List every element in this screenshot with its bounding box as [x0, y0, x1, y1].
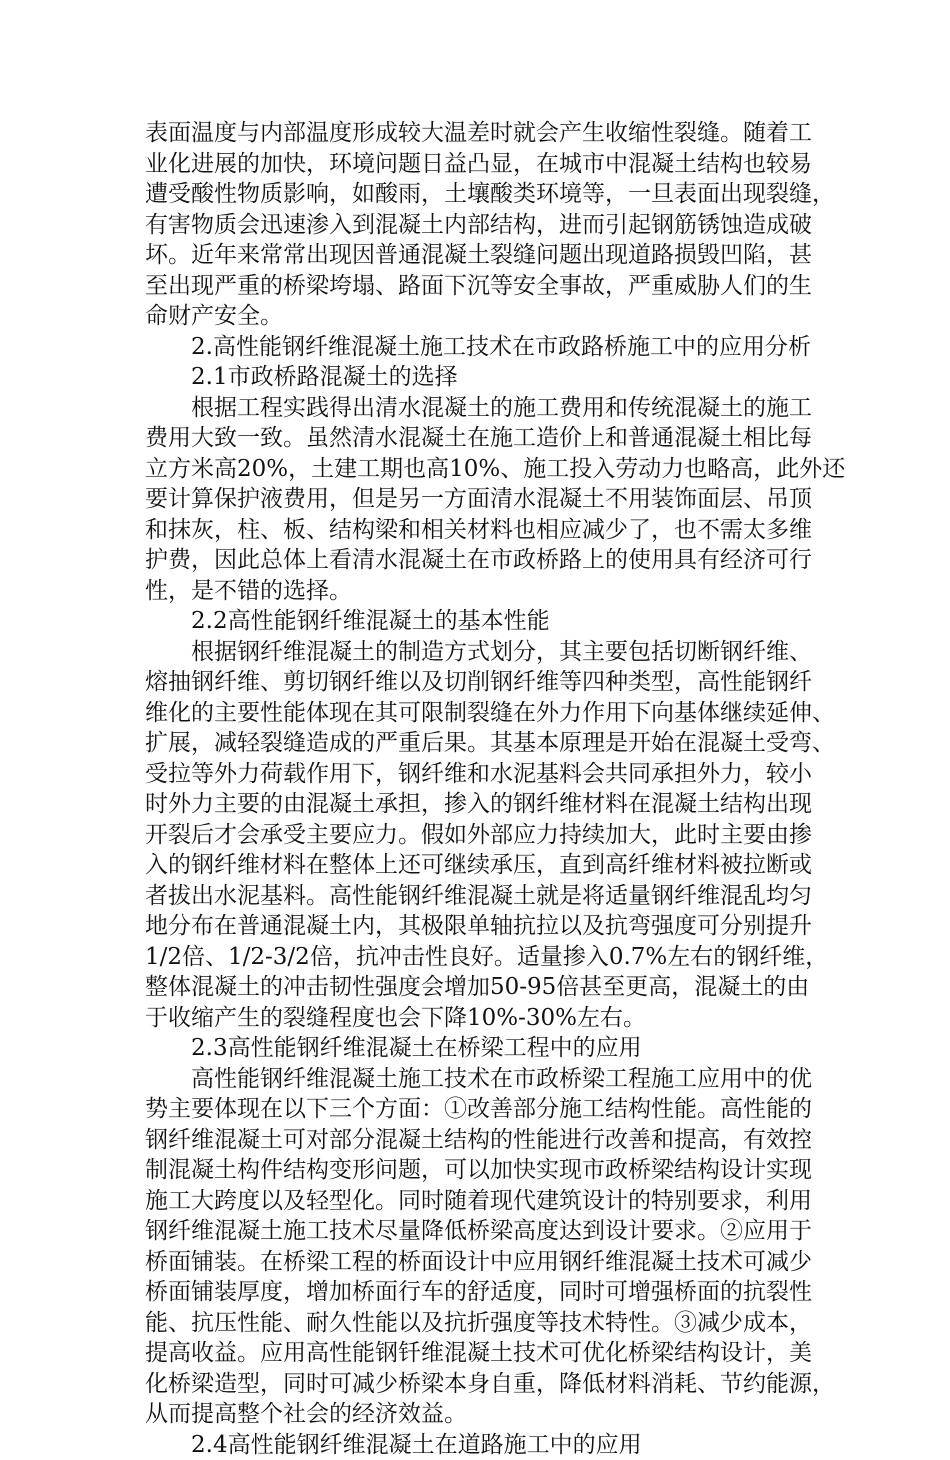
text-line: 桥面铺装厚度，增加桥面行车的舒适度，同时可增强桥面的抗裂性: [145, 1277, 805, 1308]
text-line: 1/2倍、1/2-3/2倍，抗冲击性良好。适量掺入0.7%左右的钢纤维，: [145, 942, 805, 973]
text-line: 扩展，减轻裂缝造成的严重后果。其基本原理是开始在混凝土受弯、: [145, 728, 805, 759]
text-line: 表面温度与内部温度形成较大温差时就会产生收缩性裂缝。随着工: [145, 118, 805, 149]
text-line: 至出现严重的桥梁垮塌、路面下沉等安全事故，严重威胁人们的生: [145, 271, 805, 302]
text-line: 和抹灰，柱、板、结构梁和相关材料也相应减少了，也不需太多维: [145, 515, 805, 546]
text-line: 遭受酸性物质影响，如酸雨，土壤酸类环境等，一旦表面出现裂缝，: [145, 179, 805, 210]
text-line: 受拉等外力荷载作用下，钢纤维和水泥基料会共同承担外力，较小: [145, 759, 805, 790]
text-line: 熔抽钢纤维、剪切钢纤维以及切削钢纤维等四种类型，高性能钢纤: [145, 667, 805, 698]
text-line: 制混凝土构件结构变形问题，可以加快实现市政桥梁结构设计实现: [145, 1155, 805, 1186]
text-line: 钢纤维混凝土施工技术尽量降低桥梁高度达到设计要求。②应用于: [145, 1216, 805, 1247]
text-line: 费用大致一致。虽然清水混凝土在施工造价上和普通混凝土相比每: [145, 423, 805, 454]
text-line: 立方米高20%，土建工期也高10%、施工投入劳动力也略高，此外还: [145, 454, 805, 485]
text-line: 于收缩产生的裂缝程度也会下降10%-30%左右。: [145, 1003, 805, 1034]
text-line: 从而提高整个社会的经济效益。: [145, 1399, 805, 1430]
text-line: 化桥梁造型，同时可减少桥梁本身自重，降低材料消耗、节约能源，: [145, 1369, 805, 1400]
text-line: 高性能钢纤维混凝土施工技术在市政桥梁工程施工应用中的优: [145, 1064, 805, 1095]
text-line: 命财产安全。: [145, 301, 805, 332]
text-line: 入的钢纤维材料在整体上还可继续承压，直到高纤维材料被拉断或: [145, 850, 805, 881]
text-line: 开裂后才会承受主要应力。假如外部应力持续加大，此时主要由掺: [145, 820, 805, 851]
text-line: 有害物质会迅速渗入到混凝土内部结构，进而引起钢筋锈蚀造成破: [145, 210, 805, 241]
text-line: 2.1市政桥路混凝土的选择: [145, 362, 805, 393]
text-line: 2.4高性能钢纤维混凝土在道路施工中的应用: [145, 1430, 805, 1460]
text-line: 根据钢纤维混凝土的制造方式划分，其主要包括切断钢纤维、: [145, 637, 805, 668]
text-line: 桥面铺装。在桥梁工程的桥面设计中应用钢纤维混凝土技术可减少: [145, 1247, 805, 1278]
text-line: 根据工程实践得出清水混凝土的施工费用和传统混凝土的施工: [145, 393, 805, 424]
text-line: 2.2高性能钢纤维混凝土的基本性能: [145, 606, 805, 637]
text-line: 者拔出水泥基料。高性能钢纤维混凝土就是将适量钢纤维混乱均匀: [145, 881, 805, 912]
document-page: [145, 118, 805, 1460]
text-line: 施工大跨度以及轻型化。同时随着现代建筑设计的特别要求，利用: [145, 1186, 805, 1217]
text-line: 维化的主要性能体现在其可限制裂缝在外力作用下向基体继续延伸、: [145, 698, 805, 729]
text-line: 坏。近年来常常出现因普通混凝土裂缝问题出现道路损毁凹陷，甚: [145, 240, 805, 271]
text-line: 势主要体现在以下三个方面：①改善部分施工结构性能。高性能的: [145, 1094, 805, 1125]
text-line: 整体混凝土的冲击韧性强度会增加50-95倍甚至更高，混凝土的由: [145, 972, 805, 1003]
text-line: 2.3高性能钢纤维混凝土在桥梁工程中的应用: [145, 1033, 805, 1064]
text-line: 能、抗压性能、耐久性能以及抗折强度等技术特性。③减少成本，: [145, 1308, 805, 1339]
text-line: 时外力主要的由混凝土承担，掺入的钢纤维材料在混凝土结构出现: [145, 789, 805, 820]
text-line: 要计算保护液费用，但是另一方面清水混凝土不用装饰面层、吊顶: [145, 484, 805, 515]
text-line: 提高收益。应用高性能钢钎维混凝土技术可优化桥梁结构设计，美: [145, 1338, 805, 1369]
text-line: 业化进展的加快，环境问题日益凸显，在城市中混凝土结构也较易: [145, 149, 805, 180]
text-line: 护费，因此总体上看清水混凝土在市政桥路上的使用具有经济可行: [145, 545, 805, 576]
text-line: 地分布在普通混凝土内，其极限单轴抗拉以及抗弯强度可分别提升: [145, 911, 805, 942]
text-line: 钢纤维混凝土可对部分混凝土结构的性能进行改善和提高，有效控: [145, 1125, 805, 1156]
text-line: 2.高性能钢纤维混凝土施工技术在市政路桥施工中的应用分析: [145, 332, 805, 363]
text-line: 性，是不错的选择。: [145, 576, 805, 607]
